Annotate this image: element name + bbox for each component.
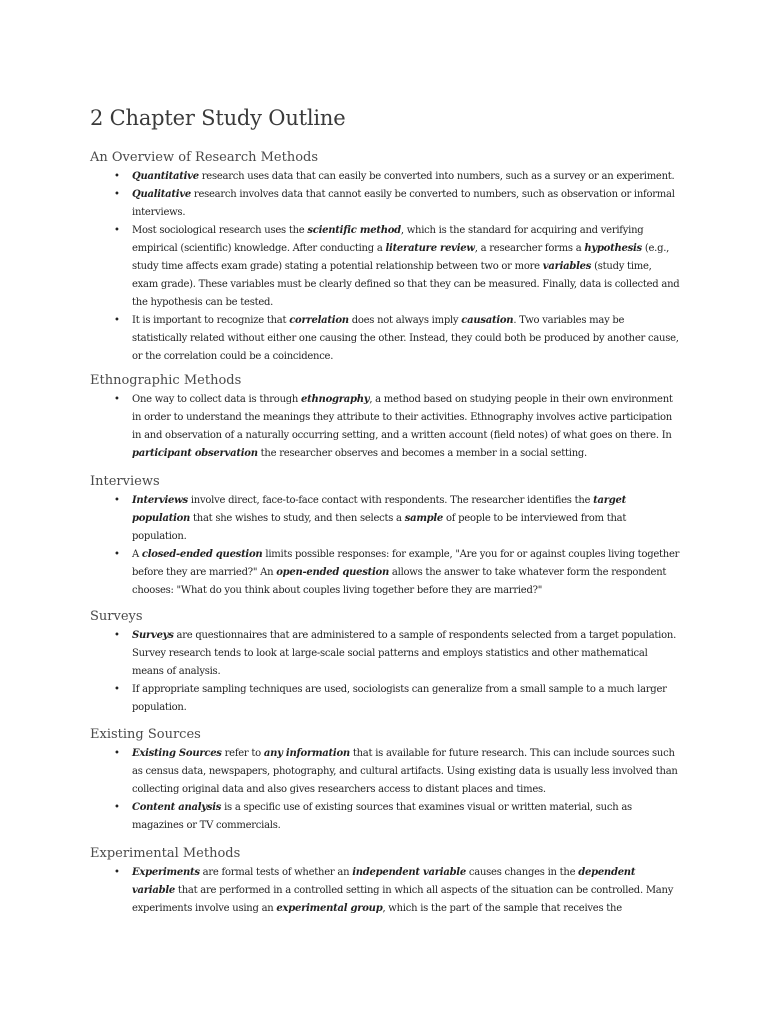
bullet-item [90,222,680,312]
bullet-list [90,492,680,600]
bullet-item [90,681,680,717]
bullet-text: , which is the part of the sample that receives the [382,903,622,914]
key-term: closed-ended question [141,549,263,560]
section-heading: Surveys [90,609,143,624]
bullet-text: limits possible responses: for example, "Are you for or against couples living together before they are married?" An [132,549,680,578]
bullet-text: It is important to recognize that [132,315,290,326]
key-term: dependent variable [132,867,636,896]
section-heading: Interviews [90,474,160,489]
bullet-text: involve direct, face-to-face contact with respondents. The researcher identifies the [187,495,594,506]
key-term: target population [132,495,626,524]
bullet-text: (study time, exam grade). These variables must be clearly defined so that they can be measured. Finally, data is collected and the hypothesis can be tested. [132,261,680,308]
bullet-text: causes changes in the [465,867,579,878]
key-term: experimental group [276,903,383,914]
bullet-text: If appropriate sampling techniques are used, sociologists can generalize from a small sample to a much larger population. [132,684,667,713]
bullet-text: are questionnaires that are administered to a sample of respondents selected from a target population. Survey research tends to look at large-scale social patterns and employs statistics and other mathematical means of analysis. [132,630,677,677]
bullet-text: research involves data that cannot easily be converted to numbers, such as observation or informal interviews. [132,189,675,218]
section-heading: Existing Sources [90,727,201,742]
bullet-item [90,168,680,186]
document-title: 2 Chapter Study Outline [90,106,346,130]
key-term: correlation [289,315,349,326]
key-term: participant observation [132,448,258,459]
bullet-text: One way to collect data is through [132,394,302,405]
section-existing-sources [90,727,680,835]
bullet-text: is a specific use of existing sources that examines visual or written material, such as magazines or TV commercials. [132,802,632,831]
section-heading: Ethnographic Methods [90,373,242,388]
key-term: Existing Sources [132,748,222,759]
bullet-text: . Two variables may be statistically related without either one causing the other. Instead, they could both be produced by another cause, or the correlation could be a coincidence. [132,315,679,362]
bullet-item [90,186,680,222]
bullet-text: allows the answer to take whatever form the respondent chooses: "What do you think about couples living together before they are married?" [132,567,667,596]
bullet-item [90,391,680,463]
bullet-text: that is available for future research. This can include sources such as census data, newspapers, photography, and cultural artifacts. Using existing data is usually less involved than collecting original data and also gives researchers access to distant places and times. [132,748,678,795]
key-term: literature review [385,243,475,254]
section-experimental-methods [90,846,680,918]
bullet-item [90,864,680,918]
key-term: Interviews [132,495,188,506]
bullet-list [90,627,680,717]
bullet-item [90,312,680,366]
bullet-text: that she wishes to study, and then selects a [190,513,405,524]
key-term: ethnography [301,394,370,405]
bullet-text: of people to be interviewed from that population. [132,513,627,542]
key-term: Content analysis [132,802,222,813]
bullet-text: A [132,549,142,560]
section-overview [90,150,680,366]
bullet-text: Most sociological research uses the [132,225,308,236]
bullet-list [90,745,680,835]
key-term: sample [404,513,444,524]
bullet-text: does not always imply [348,315,462,326]
key-term: causation [461,315,514,326]
key-term: independent variable [352,867,466,878]
bullet-item [90,745,680,799]
bullet-text: research uses data that can easily be converted into numbers, such as a survey or an experiment. [198,171,675,182]
bullet-item [90,546,680,600]
bullet-text: , a method based on studying people in their own environment in order to understand the meanings they attribute to their activities. Ethnography involves active participation in and observation of a naturally occurring setting, and a written account (field notes) of what goes on there. In [132,394,673,441]
section-heading: Experimental Methods [90,846,241,861]
bullet-text: are formal tests of whether an [199,867,353,878]
bullet-text: , a researcher forms a [474,243,585,254]
section-heading: An Overview of Research Methods [90,150,319,165]
bullet-text: (e.g., study time affects exam grade) stating a potential relationship between two or more [132,243,670,272]
bullet-item [90,627,680,681]
key-term: Experiments [132,867,200,878]
bullet-text: , which is the standard for acquiring and verifying empirical (scientific) knowledge. After conducting a [132,225,644,254]
section-interviews [90,474,680,600]
key-term: any information [263,748,350,759]
key-term: Surveys [132,630,174,641]
bullet-list [90,864,680,918]
key-term: Quantitative [132,171,199,182]
key-term: open-ended question [276,567,389,578]
bullet-text: that are performed in a controlled setting in which all aspects of the situation can be controlled. Many experiments involve using an [132,885,674,914]
section-surveys [90,609,680,717]
bullet-list [90,391,680,463]
bullet-text: refer to [221,748,264,759]
key-term: Qualitative [132,189,191,200]
key-term: scientific method [307,225,401,236]
section-ethnographic-methods [90,373,680,463]
bullet-list [90,168,680,366]
bullet-item [90,492,680,546]
bullet-item [90,799,680,835]
bullet-text: the researcher observes and becomes a member in a social setting. [257,448,587,459]
key-term: hypothesis [584,243,642,254]
key-term: variables [542,261,592,272]
